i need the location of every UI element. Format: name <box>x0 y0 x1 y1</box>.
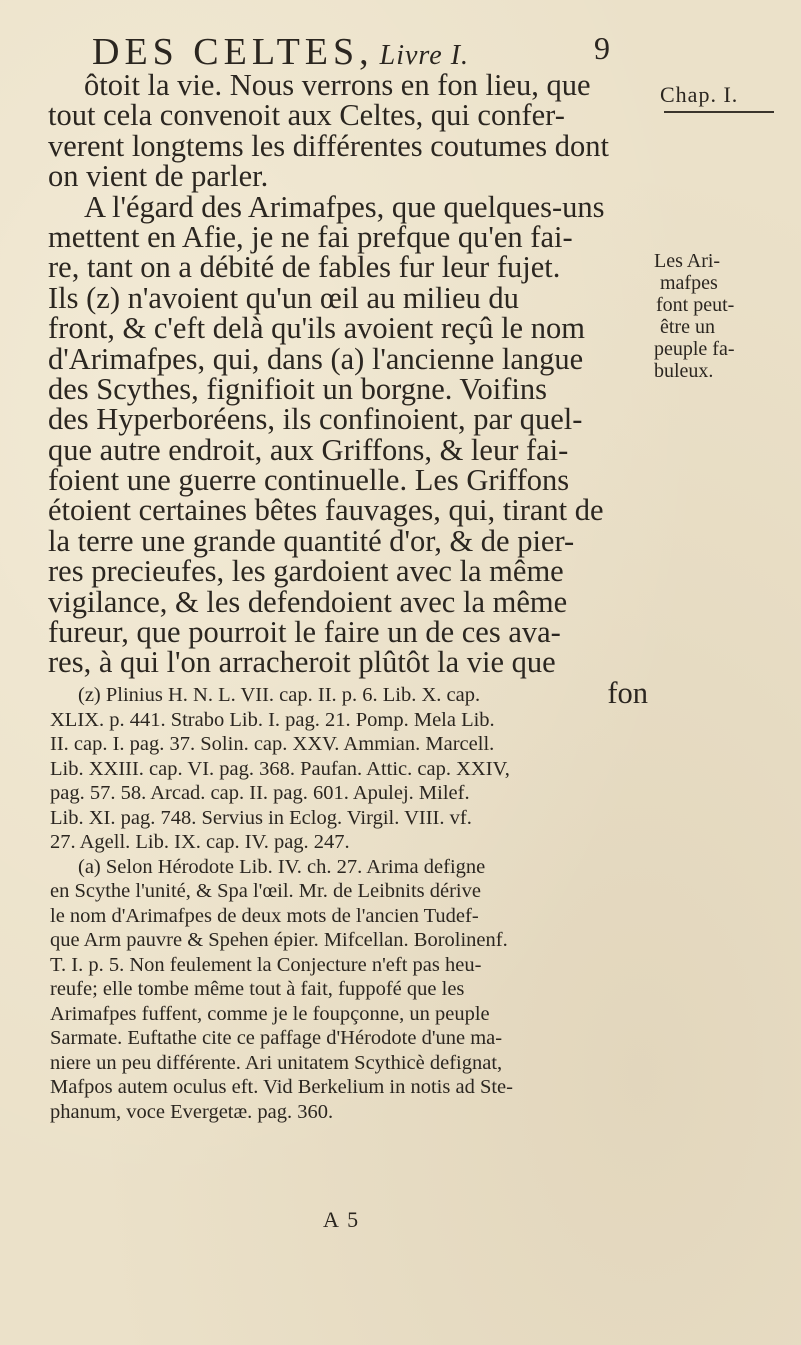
margin-note-line: être un <box>660 316 715 338</box>
chapter-note: Chap. I. <box>660 82 739 107</box>
margin-note-line: Les Ari- <box>654 250 721 272</box>
margin-note-line: peuple fa- <box>654 338 735 360</box>
footnote-line: (z) Plinius H. N. L. VII. cap. II. p. 6. Lib. X. cap. <box>78 684 481 706</box>
text-line: fureur, que pourroit le faire un de ces ava- <box>48 615 561 650</box>
text-line: mettent en Afie, je ne fai prefque qu'en fai- <box>48 219 573 254</box>
text-line: foient une guerre continuelle. Les Griffons <box>48 463 570 498</box>
text-line: res precieufes, les gardoient avec la même <box>48 554 564 589</box>
text-line: la terre une grande quantité d'or, & de pier- <box>48 523 575 558</box>
text-line: tout cela convenoit aux Celtes, qui confer- <box>48 98 565 133</box>
footnote-line: Lib. XXIII. cap. VI. pag. 368. Paufan. Attic. cap. XXIV, <box>50 757 510 780</box>
text-line: étoient certaines bêtes fauvages, qui, tirant de <box>48 493 604 528</box>
footnotes <box>50 683 750 1124</box>
footnote-line: (a) Selon Hérodote Lib. IV. ch. 27. Arima defigne <box>78 855 486 878</box>
text-line: des Scythes, fignifioit un borgne. Voifins <box>48 371 548 406</box>
text-line: res, à qui l'on arracheroit plûtôt la vie que <box>48 645 556 680</box>
text-line: A l'égard des Arimafpes, que quelques-uns <box>84 189 605 224</box>
margin-note <box>654 250 794 382</box>
footnote-line: Mafpos autem oculus eft. Vid Berkelium in notis ad Ste- <box>50 1076 513 1098</box>
running-head <box>92 30 652 73</box>
signature-mark: A 5 <box>323 1207 361 1232</box>
text-line: front, & c'eft delà qu'ils avoient reçû le nom <box>48 311 585 346</box>
margin-note-line: mafpes <box>660 272 718 294</box>
text-line: on vient de parler. <box>48 159 269 194</box>
text-line: d'Arimafpes, qui, dans (a) l'ancienne langue <box>48 341 584 376</box>
text-line: ôtoit la vie. Nous verrons en fon lieu, que <box>84 68 591 102</box>
footnote-line: reufe; elle tombe même tout à fait, fuppofé que les <box>50 978 465 1000</box>
footnote-line: phanum, voce Evergetæ. pag. 360. <box>50 1100 334 1123</box>
text-line: vigilance, & les defendoient avec la même <box>48 584 568 619</box>
text-line: des Hyperboréens, ils confinoient, par quel- <box>48 402 583 437</box>
running-head-book: Livre I. <box>379 40 470 71</box>
footnote-line: Arimafpes fuffent, comme je le foupçonne, un peuple <box>50 1002 490 1025</box>
footnote-line: en Scythe l'unité, & Spa l'œil. Mr. de Leibnits dérive <box>50 880 481 902</box>
footnote-line: le nom d'Arimafpes de deux mots de l'ancien Tudef- <box>50 904 479 927</box>
main-text <box>48 70 648 708</box>
footnote-line: Lib. XI. pag. 748. Servius in Eclog. Virgil. VIII. vf. <box>50 806 472 829</box>
text-line: Ils (z) n'avoient qu'un œil au milieu du <box>48 280 519 315</box>
text-line: verent longtems les différentes coutumes dont <box>48 128 610 163</box>
footnote-line: 27. Agell. Lib. IX. cap. IV. pag. 247. <box>50 831 350 853</box>
margin-note-line: font peut- <box>656 294 735 316</box>
text-line: que autre endroit, aux Griffons, & leur fai- <box>48 432 569 467</box>
text-line: re, tant on a débité de fables fur leur fujet. <box>48 250 561 285</box>
running-head-title: DES CELTES, <box>92 31 374 73</box>
margin-note-line: buleux. <box>654 360 714 382</box>
footnote-line: II. cap. I. pag. 37. Solin. cap. XXV. Ammian. Marcell. <box>50 733 495 755</box>
page-number: 9 <box>594 30 610 66</box>
footnote-line: que Arm pauvre & Spehen épier. Mifcellan. Borolinenf. <box>50 929 508 951</box>
chapter-note-rule <box>664 111 774 113</box>
footnote-line: niere un peu différente. Ari unitatem Scythicè defignat, <box>50 1051 503 1074</box>
footnote-line: pag. 57. 58. Arcad. cap. II. pag. 601. Apulej. Milef. <box>50 782 470 804</box>
footnote-line: Sarmate. Euftathe cite ce paffage d'Hérodote d'une ma- <box>50 1027 503 1049</box>
catchword: fon <box>607 675 648 710</box>
footnote-line: XLIX. p. 441. Strabo Lib. I. pag. 21. Pomp. Mela Lib. <box>50 708 495 731</box>
footnote-line: T. I. p. 5. Non feulement la Conjecture n'eft pas heu- <box>50 953 482 976</box>
